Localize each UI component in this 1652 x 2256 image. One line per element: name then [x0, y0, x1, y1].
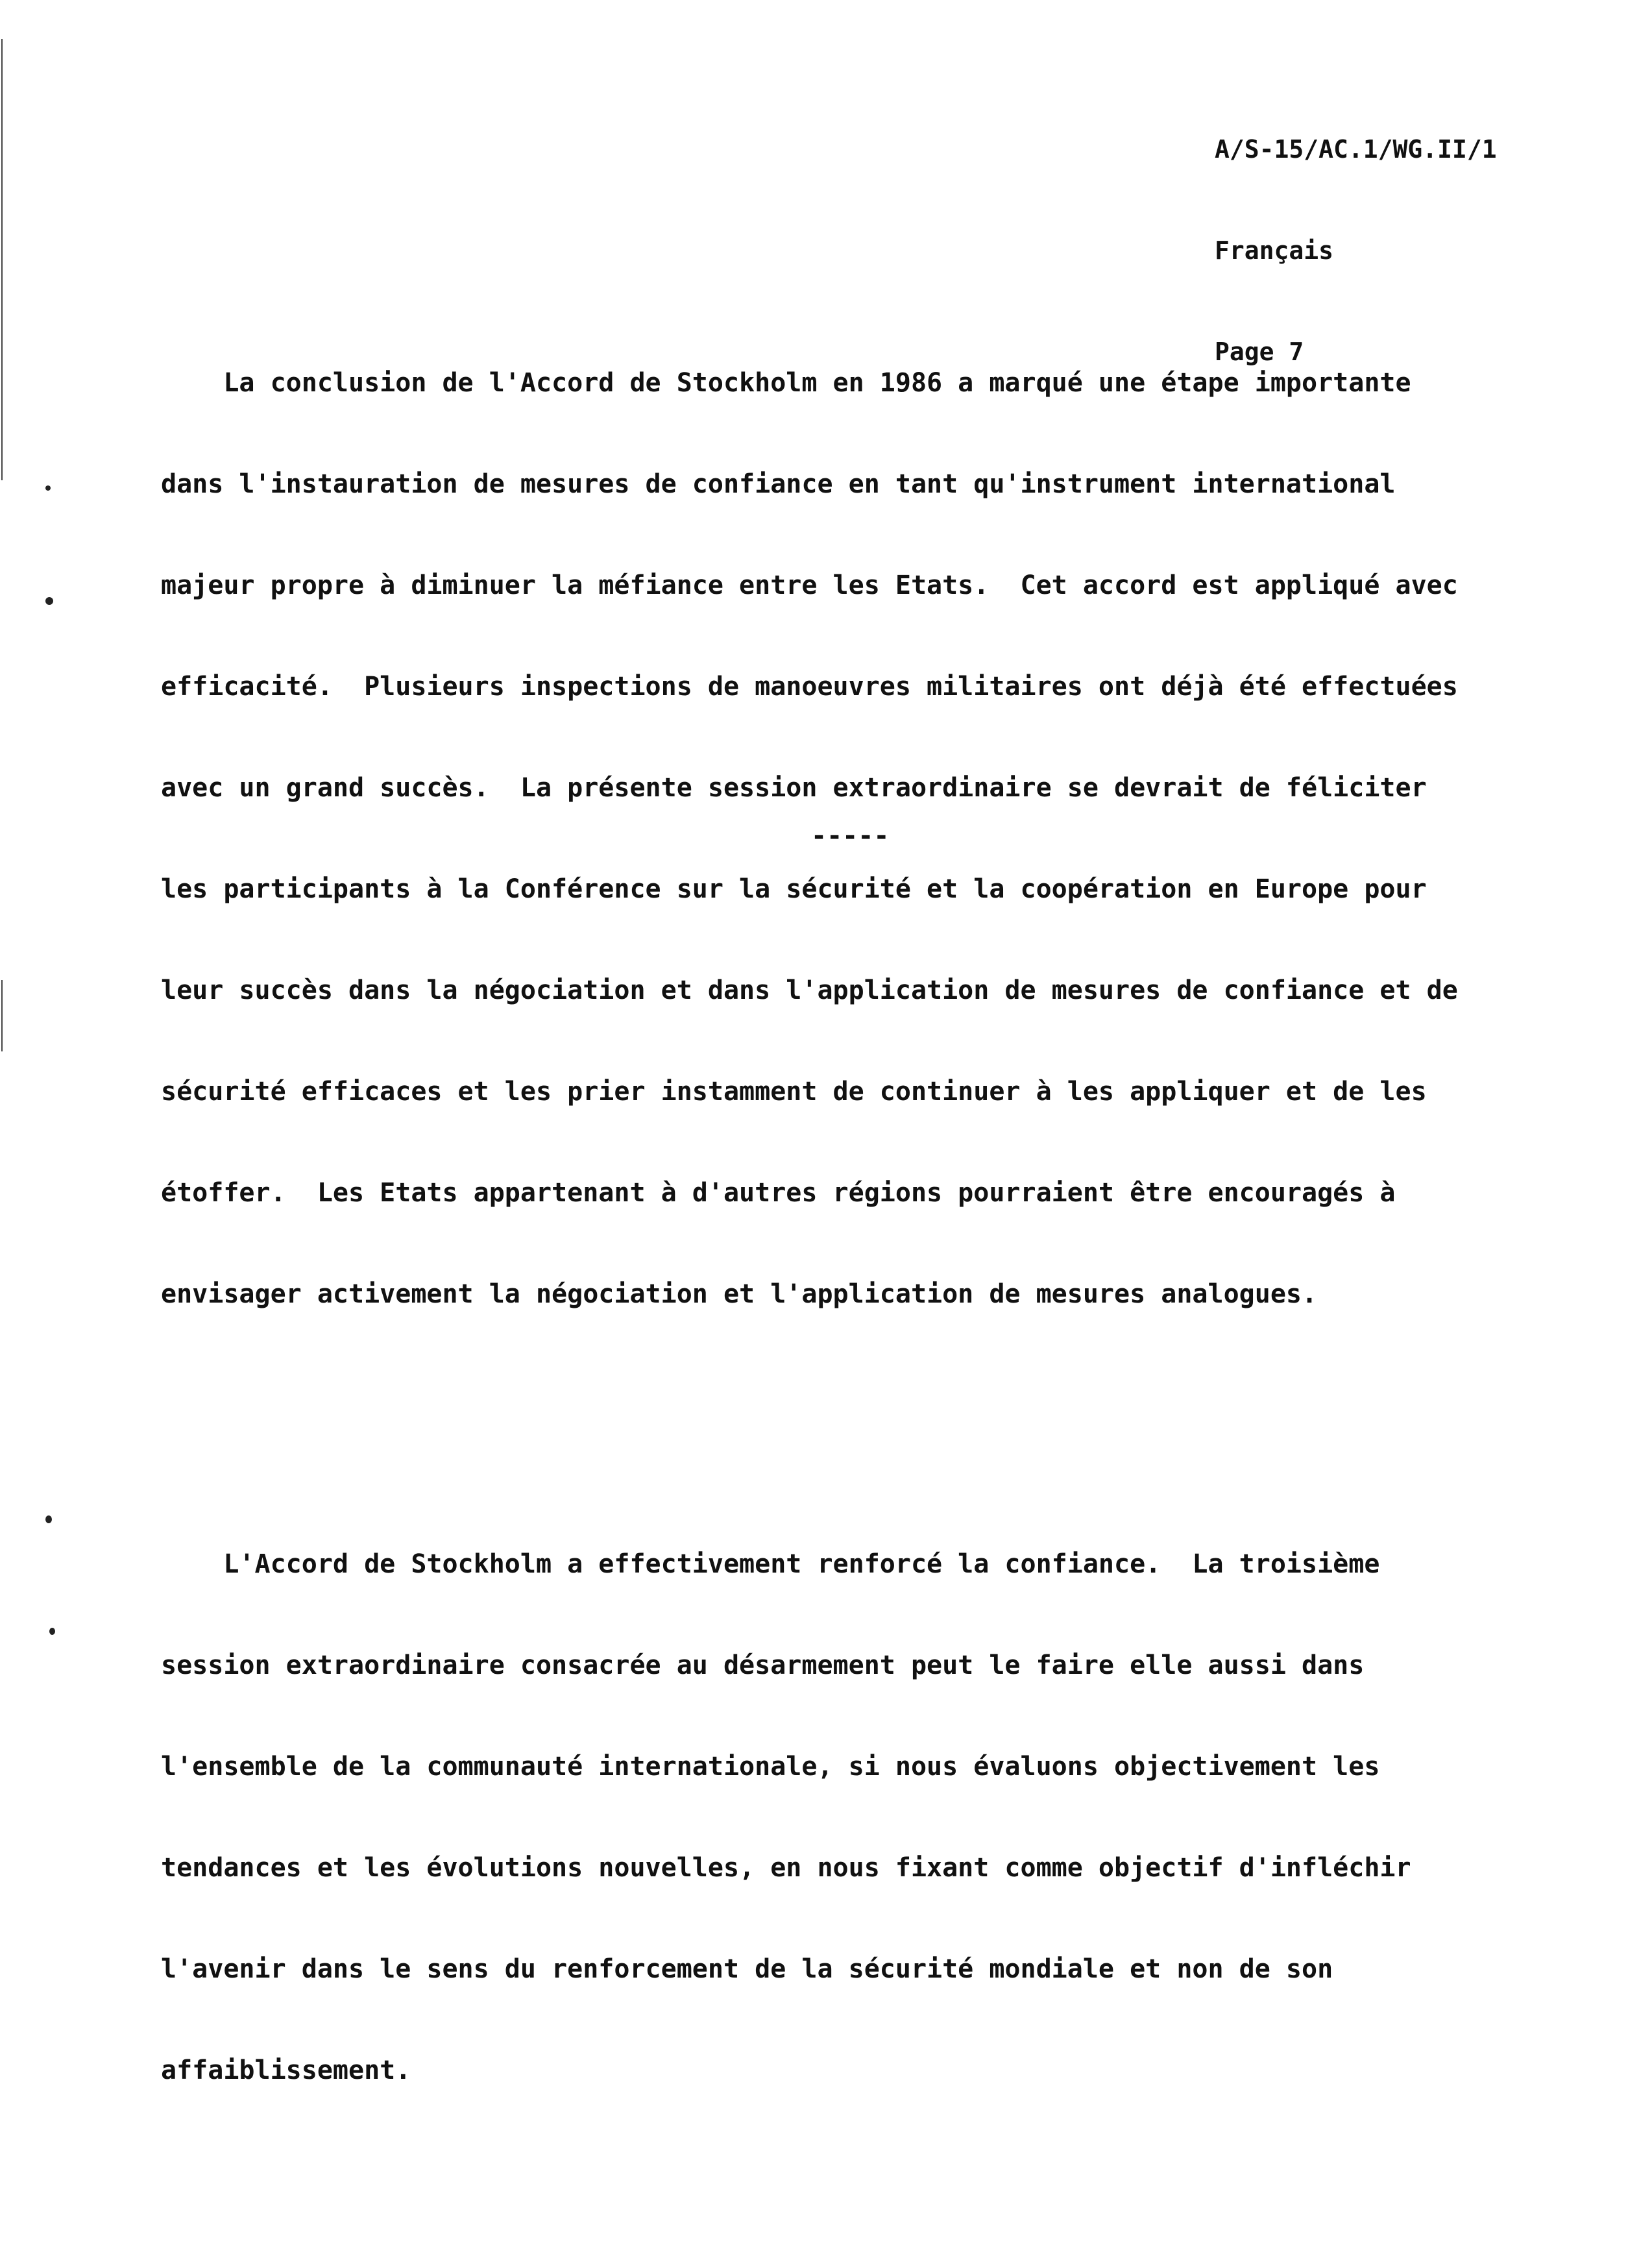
document-symbol: A/S-15/AC.1/WG.II/1 — [1215, 135, 1497, 164]
text-line: avec un grand succès. La présente session extraordinaire se devrait de féliciter — [161, 773, 1427, 803]
text-line: étoffer. Les Etats appartenant à d'autres régions pourraient être encouragés à — [161, 1178, 1396, 1208]
document-body — [161, 231, 1537, 2256]
text-line: sécurité efficaces et les prier instamment de continuer à les appliquer et de les — [161, 1077, 1427, 1107]
text-line: l'ensemble de la communauté internationale, si nous évaluons objectivement les — [161, 1752, 1380, 1782]
text-line: majeur propre à diminuer la méfiance entre les Etats. Cet accord est appliqué avec — [161, 570, 1458, 600]
scan-speck — [49, 1628, 55, 1635]
text-line: envisager activement la négociation et l'application de mesures analogues. — [161, 1279, 1318, 1309]
scan-speck — [45, 1515, 52, 1523]
scan-edge-line — [1, 980, 3, 1051]
text-line: session extraordinaire consacrée au désarmement peut le faire elle aussi dans — [161, 1650, 1365, 1680]
end-separator: ----- — [811, 821, 890, 851]
page-number: Page 7 — [1215, 337, 1304, 366]
paragraph — [161, 1480, 1537, 2155]
text-line: L'Accord de Stockholm a effectivement renforcé la confiance. La troisième — [161, 1549, 1380, 1579]
text-line: efficacité. Plusieurs inspections de manoeuvres militaires ont déjà été effectuées — [161, 672, 1458, 702]
document-language: Français — [1215, 236, 1334, 265]
scan-speck — [45, 597, 53, 605]
scan-speck — [45, 485, 51, 491]
text-line: tendances et les évolutions nouvelles, en nous fixant comme objectif d'infléchir — [161, 1853, 1411, 1883]
text-line: leur succès dans la négociation et dans l'application de mesures de confiance et de — [161, 975, 1458, 1005]
text-line: les participants à la Conférence sur la sécurité et la coopération en Europe pour — [161, 874, 1427, 904]
text-line: affaiblissement. — [161, 2055, 411, 2085]
text-line: l'avenir dans le sens du renforcement de la sécurité mondiale et non de son — [161, 1954, 1333, 1984]
text-line: La conclusion de l'Accord de Stockholm en 1986 a marqué une étape importante — [161, 368, 1411, 398]
text-line: dans l'instauration de mesures de confiance en tant qu'instrument international — [161, 469, 1396, 499]
scan-edge-line — [1, 39, 3, 480]
